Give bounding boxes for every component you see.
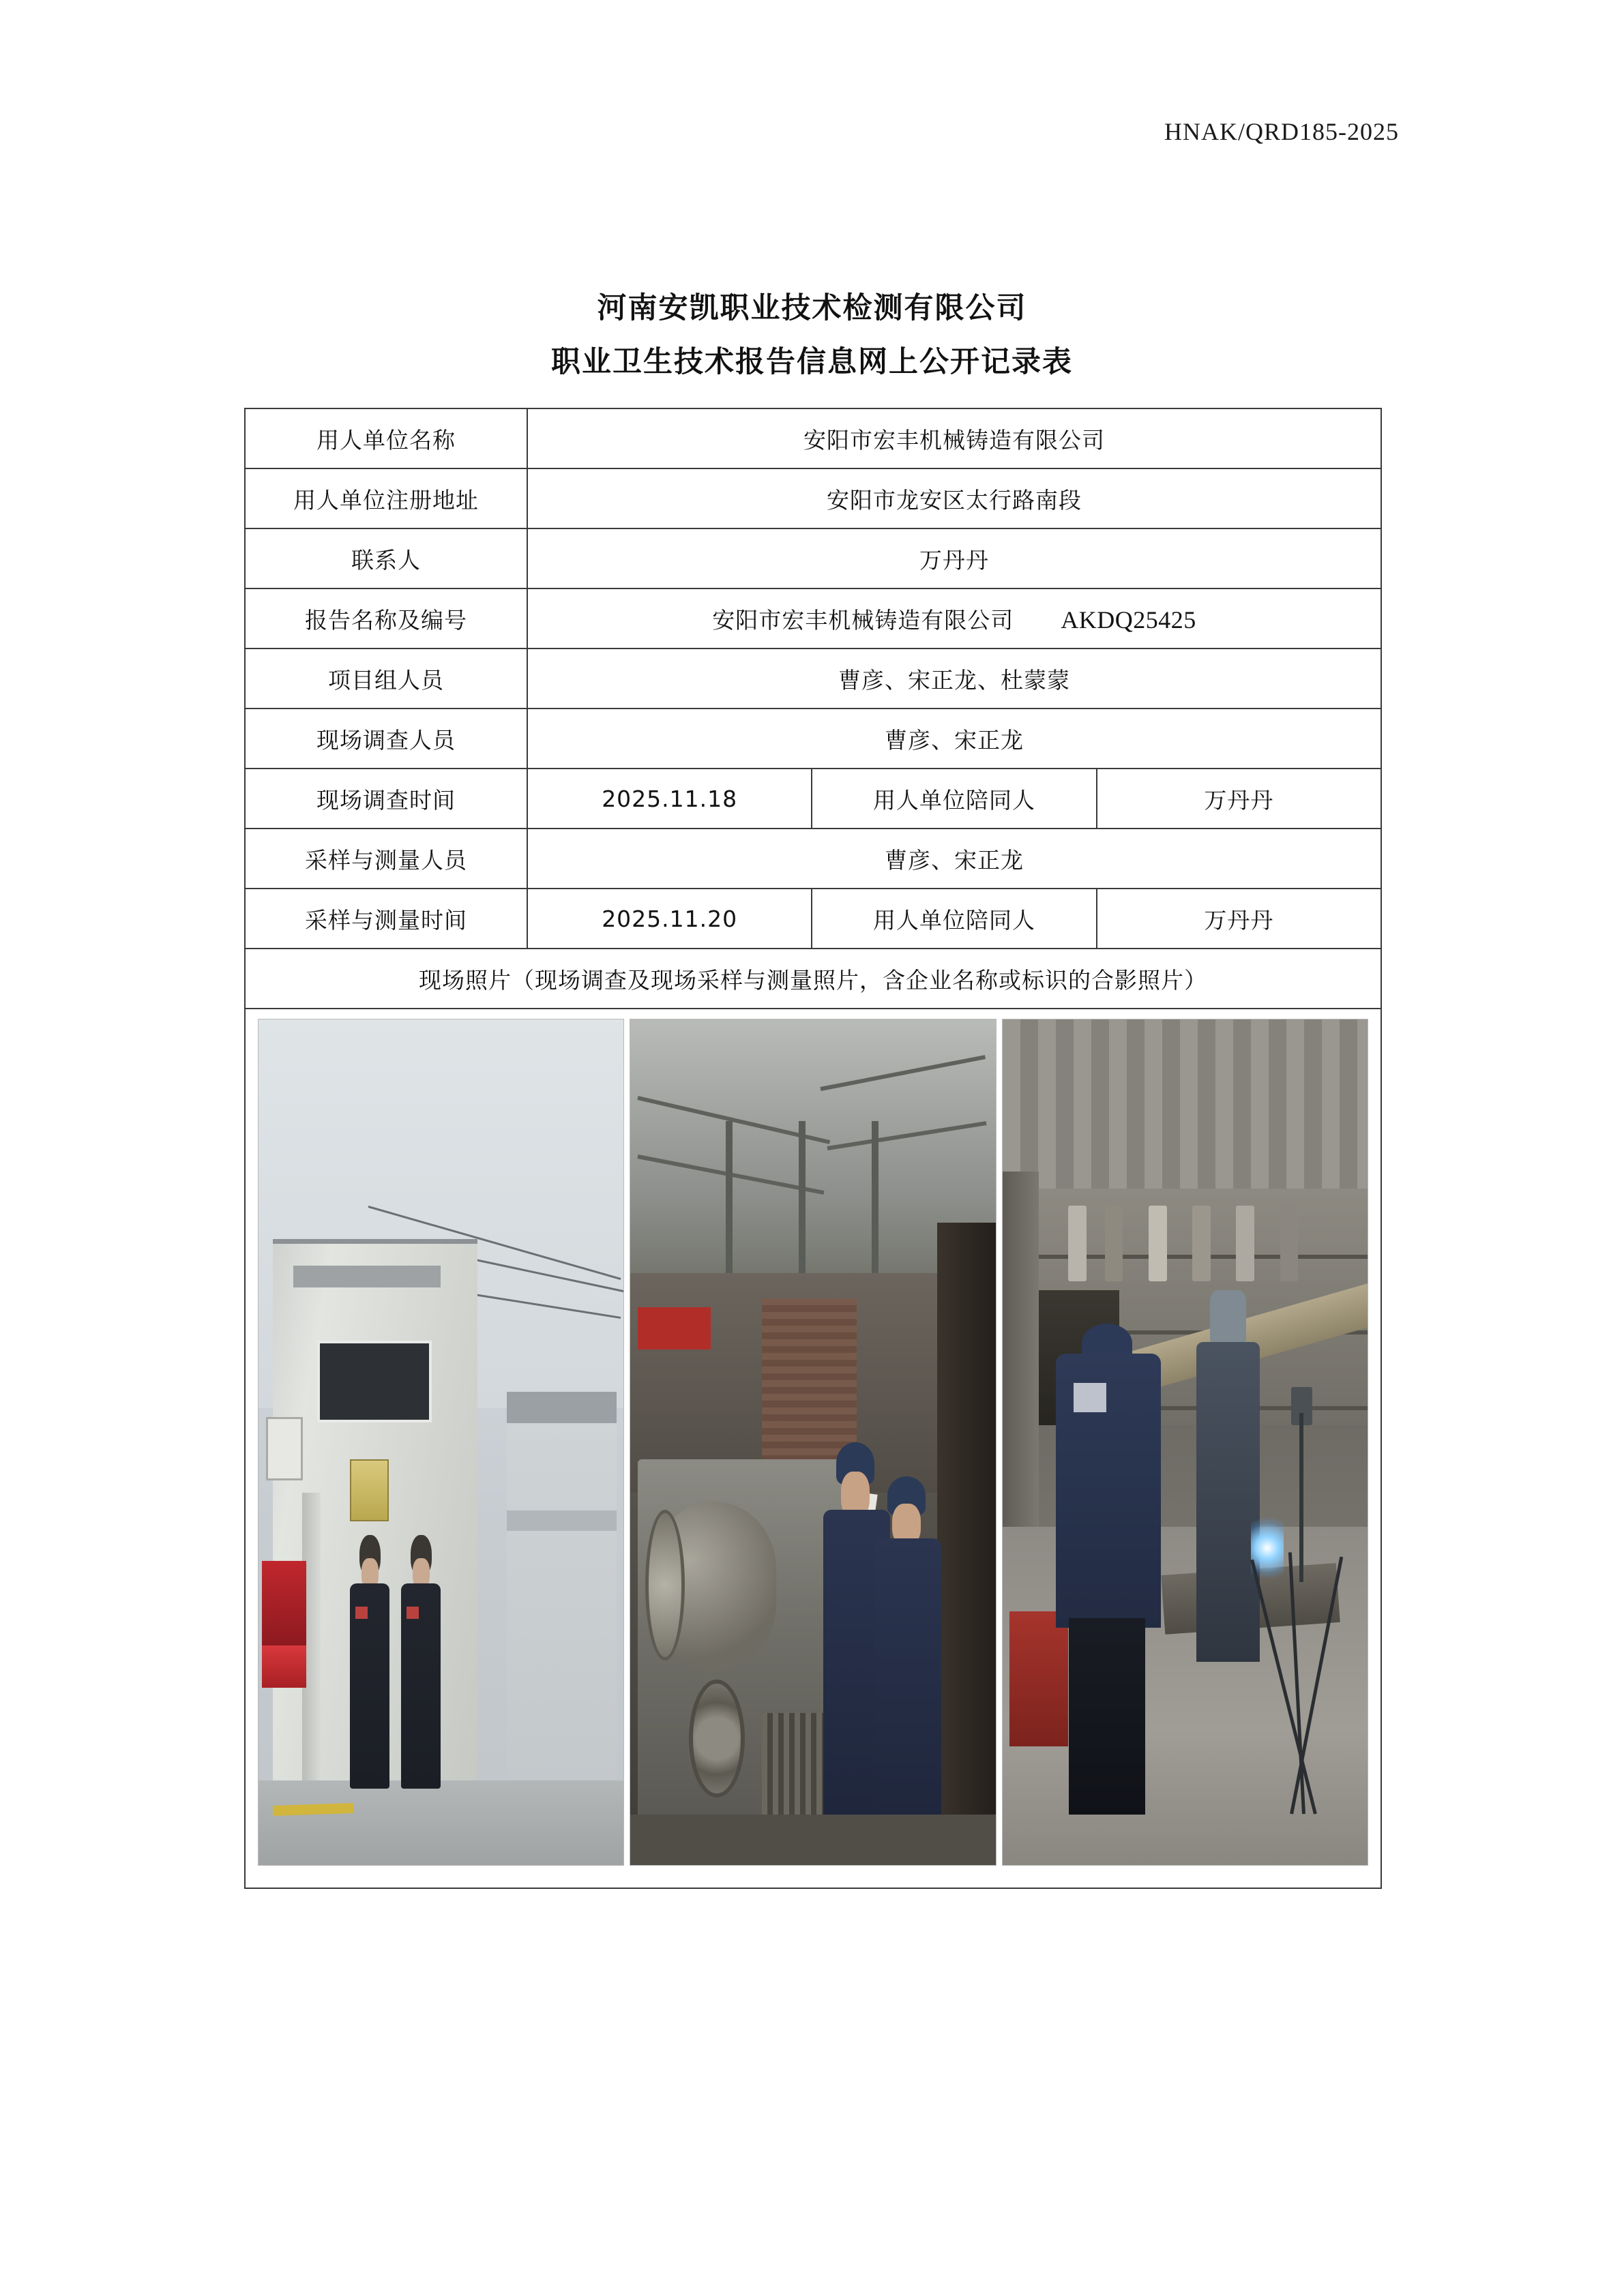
photo-site-exterior-group [258, 1019, 624, 1866]
wall-sign-plate [350, 1459, 389, 1521]
shelf-item [1192, 1206, 1211, 1282]
building-window [317, 1341, 432, 1422]
table-row-photos [245, 1009, 1381, 1888]
table-row [245, 949, 1381, 1009]
document-title-block [0, 286, 1624, 384]
uniform-logo [355, 1607, 368, 1620]
roofline [507, 1392, 617, 1424]
ground-pavement [259, 1780, 623, 1865]
machine-flywheel [689, 1680, 745, 1798]
workshop-ceiling [1003, 1019, 1368, 1206]
row-value-sampling-date: 2025.11.20 [527, 889, 812, 949]
row-label-survey-date: 现场调查时间 [245, 769, 527, 829]
shelf-item [1105, 1206, 1123, 1282]
row-label-project-team: 项目组人员 [245, 648, 527, 709]
air-conditioner-unit [266, 1417, 303, 1480]
workshop-floor [630, 1815, 995, 1865]
page-subtitle: 职业卫生技术报告信息网上公开记录表 [551, 344, 1073, 379]
row-label-contact-person: 联系人 [245, 528, 527, 588]
shelf-item [1068, 1206, 1087, 1282]
photos-cell [245, 1009, 1381, 1888]
document-code: HNAK/QRD185-2025 [1164, 118, 1399, 145]
person-sampling-staff [1054, 1324, 1164, 1814]
table-row [245, 829, 1381, 889]
welding-helmet-icon [1210, 1290, 1247, 1350]
row-value-project-team: 曹彦、宋正龙、杜蒙蒙 [527, 648, 1381, 709]
shelf-item [1236, 1206, 1254, 1282]
person-worker [397, 1535, 445, 1789]
work-uniform [1196, 1342, 1259, 1662]
row-value-survey-date: 2025.11.18 [527, 769, 812, 829]
report-name: 安阳市宏丰机械铸造有限公司 [712, 606, 1014, 633]
work-uniform [1056, 1354, 1161, 1628]
row-label-survey-accompany: 用人单位陪同人 [812, 769, 1096, 829]
table-row [245, 889, 1381, 949]
table-row [245, 648, 1381, 709]
red-banner-sign [262, 1561, 306, 1645]
report-code: AKDQ25425 [1061, 606, 1196, 633]
sampling-tripod [1273, 1392, 1331, 1815]
row-value-sampling-accompany: 万丹丹 [1097, 889, 1381, 949]
record-table [244, 408, 1382, 1889]
red-banner [638, 1307, 711, 1350]
shelf-item [1149, 1206, 1167, 1282]
trousers [1069, 1618, 1145, 1815]
wall-stripe [507, 1510, 617, 1530]
machine-drum-end [645, 1510, 685, 1660]
photos-caption: 现场照片（现场调查及现场采样与测量照片，含企业名称或标识的合影照片） [245, 949, 1381, 1009]
row-label-company-name: 用人单位名称 [245, 408, 527, 468]
shelf-item [1280, 1206, 1299, 1282]
table-row [245, 769, 1381, 829]
row-label-report-name-code: 报告名称及编号 [245, 588, 527, 648]
table-row [245, 468, 1381, 528]
photo-sampling-measurement [1002, 1019, 1368, 1866]
photo-workshop-survey [630, 1019, 996, 1866]
row-label-sampling-staff: 采样与测量人员 [245, 829, 527, 889]
person-worker [346, 1535, 394, 1789]
support-column [726, 1121, 733, 1273]
adjacent-building [507, 1392, 617, 1789]
row-value-registered-address: 安阳市龙安区太行路南段 [527, 468, 1381, 528]
row-value-contact-person: 万丹丹 [527, 528, 1381, 588]
photos-row [250, 1012, 1376, 1885]
person-company-staff [872, 1476, 945, 1865]
row-label-registered-address: 用人单位注册地址 [245, 468, 527, 528]
tripod-pole [1299, 1413, 1303, 1582]
row-label-sampling-accompany: 用人单位陪同人 [812, 889, 1096, 949]
support-column [872, 1121, 879, 1273]
row-value-sampling-staff: 曹彦、宋正龙 [527, 829, 1381, 889]
row-label-survey-staff: 现场调查人员 [245, 709, 527, 769]
uniform-logo [407, 1607, 419, 1620]
table-row [245, 588, 1381, 648]
row-value-survey-accompany: 万丹丹 [1097, 769, 1381, 829]
row-value-report-name-code [527, 588, 1381, 648]
support-column [799, 1121, 806, 1273]
uniform-logo [1074, 1383, 1106, 1412]
row-value-survey-staff: 曹彦、宋正龙 [527, 709, 1381, 769]
person-welder [1192, 1290, 1265, 1663]
row-value-company-name: 安阳市宏丰机械铸造有限公司 [527, 408, 1381, 468]
table-row [245, 528, 1381, 588]
table-row [245, 408, 1381, 468]
red-phone-sign [262, 1645, 306, 1688]
workshop-doorway [937, 1223, 996, 1865]
page-title: 河南安凯职业技术检测有限公司 [597, 291, 1027, 325]
table-row [245, 709, 1381, 769]
row-label-sampling-date: 采样与测量时间 [245, 889, 527, 949]
